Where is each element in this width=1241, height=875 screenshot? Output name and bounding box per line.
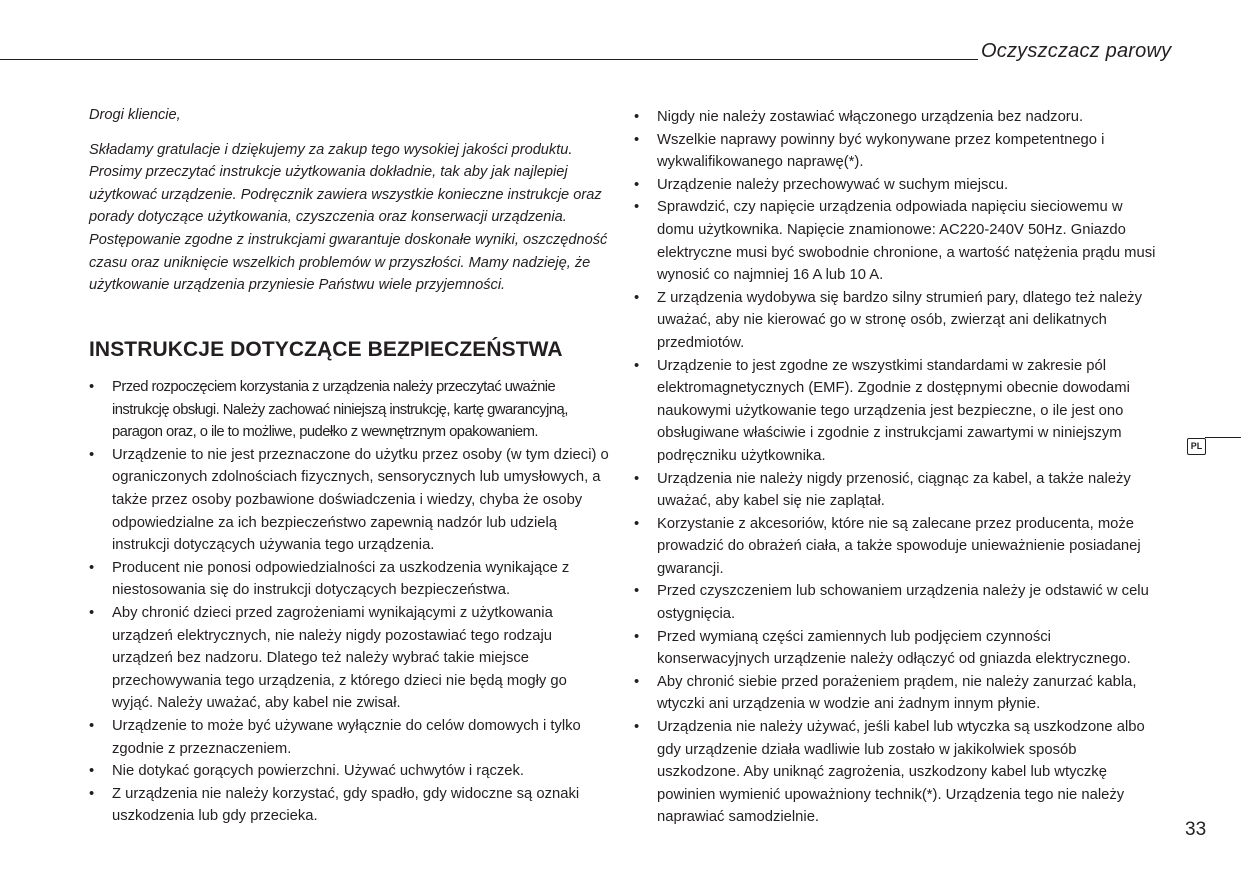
header-title: Oczyszczacz parowy xyxy=(981,40,1172,62)
list-item: • Aby chronić dzieci przed zagrożeniami wynikającymi z użytkowania urządzeń elektrycznych, nie należy nigdy pozostawiać tego rodzaju urządzeń bez nadzoru. Dlatego też należy wybrać takie miejsce przechowywania tego urządzenia, z którego dzieci nie będą mogły go wyjąć. Należy uważać, aby kabel nie zwisał. xyxy=(89,602,609,715)
intro-section xyxy=(89,104,614,297)
list-item: • Korzystanie z akcesoriów, które nie są zalecane przez producenta, może prowadzić do obrażeń ciała, a także spowoduje unieważnienie posiadanej gwarancji. xyxy=(634,513,1156,581)
list-item: • Urządzenie to może być używane wyłącznie do celów domowych i tylko zgodnie z przeznaczeniem. xyxy=(89,715,609,760)
list-item: • Przed rozpoczęciem korzystania z urządzenia należy przeczytać uważnie instrukcję obsługi. Należy zachować niniejszą instrukcję, kartę gwarancyjną, paragon oraz, o ile to możliwe, pudełko z wewnętrznym opakowaniem. xyxy=(89,376,609,444)
list-item: • Nigdy nie należy zostawiać włączonego urządzenia bez nadzoru. xyxy=(634,106,1156,129)
list-item: • Z urządzenia wydobywa się bardzo silny strumień pary, dlatego też należy uważać, aby nie kierować go w stronę osób, zwierząt ani delikatnych przedmiotów. xyxy=(634,287,1156,355)
safety-list-left xyxy=(89,376,609,828)
list-item: • Sprawdzić, czy napięcie urządzenia odpowiada napięciu sieciowemu w domu użytkownika. Napięcie znamionowe: AC220-240V 50Hz. Gniazdo elektryczne musi być swobodnie chronione, a wartość natężenia prądu musi wynosić co najmniej 16 A lub 10 A. xyxy=(634,196,1156,286)
safety-heading: INSTRUKCJE DOTYCZĄCE BEZPIECZEŃSTWA xyxy=(89,338,563,361)
list-item: • Wszelkie naprawy powinny być wykonywane przez kompetentnego i wykwalifikowanego naprawę(*). xyxy=(634,129,1156,174)
safety-list-right xyxy=(634,106,1156,829)
language-tab-rule xyxy=(1205,437,1241,438)
intro-greeting: Drogi kliencie, xyxy=(89,107,181,123)
page-number: 33 xyxy=(1185,819,1207,840)
intro-body: Składamy gratulacje i dziękujemy za zakup tego wysokiej jakości produktu. Prosimy przeczytać instrukcje użytkowania dokładnie, tak aby jak najlepiej użytkować urządzenie. Podręcznik zawiera wszystkie konieczne instrukcje oraz porady dotyczące użytkowania, czyszczenia oraz konserwacji urządzenia. Postępowanie zgodne z instrukcjami gwarantuje doskonałe wyniki, oszczędność czasu oraz uniknięcie wszelkich problemów w przyszłości. Mamy nadzieję, że użytkowanie urządzenia przyniesie Państwu wiele przyjemności. xyxy=(89,141,608,294)
list-item: • Urządzenie należy przechowywać w suchym miejscu. xyxy=(634,174,1156,197)
list-item: • Urządzenia nie należy używać, jeśli kabel lub wtyczka są uszkodzone albo gdy urządzenie działa wadliwie lub zostało w jakikolwiek sposób uszkodzone. Aby uniknąć zagrożenia, uszkodzony kabel lub wtyczkę powinien wymienić upoważniony technik(*). Urządzenia tego nie należy naprawiać samodzielnie. xyxy=(634,716,1156,829)
list-item: • Z urządzenia nie należy korzystać, gdy spadło, gdy widoczne są oznaki uszkodzenia lub gdy przecieka. xyxy=(89,783,609,828)
list-item: • Urządzenia nie należy nigdy przenosić, ciągnąc za kabel, a także należy uważać, aby kabel się nie zaplątał. xyxy=(634,468,1156,513)
list-item: • Przed wymianą części zamiennych lub podjęciem czynności konserwacyjnych urządzenie należy odłączyć od gniazda elektrycznego. xyxy=(634,626,1156,671)
list-item: • Nie dotykać gorących powierzchni. Używać uchwytów i rączek. xyxy=(89,760,609,783)
list-item: • Urządzenie to nie jest przeznaczone do użytku przez osoby (w tym dzieci) o ograniczonych zdolnościach fizycznych, sensorycznych lub umysłowych, a także przez osoby pozbawione doświadczenia i wiedzy, chyba że osoby odpowiedzialne za ich bezpieczeństwo zapewnią nadzór lub udzielą instrukcji dotyczących używania tego urządzenia. xyxy=(89,444,609,557)
list-item: • Aby chronić siebie przed porażeniem prądem, nie należy zanurzać kabla, wtyczki ani urządzenia w wodzie ani żadnym innym płynie. xyxy=(634,671,1156,716)
header-rule xyxy=(0,59,978,60)
language-tab: PL xyxy=(1187,438,1206,455)
list-item: • Producent nie ponosi odpowiedzialności za uszkodzenia wynikające z niestosowania się do instrukcji dotyczących bezpieczeństwa. xyxy=(89,557,609,602)
list-item: • Przed czyszczeniem lub schowaniem urządzenia należy je odstawić w celu ostygnięcia. xyxy=(634,580,1156,625)
list-item: • Urządzenie to jest zgodne ze wszystkimi standardami w zakresie pól elektromagnetycznych (EMF). Zgodnie z dostępnymi obecnie dowodami naukowymi użytkowanie tego urządzenia jest bezpieczne, o ile jest ono obsługiwane właściwie i zgodnie z instrukcjami zawartymi w niniejszym podręczniku użytkownika. xyxy=(634,355,1156,468)
